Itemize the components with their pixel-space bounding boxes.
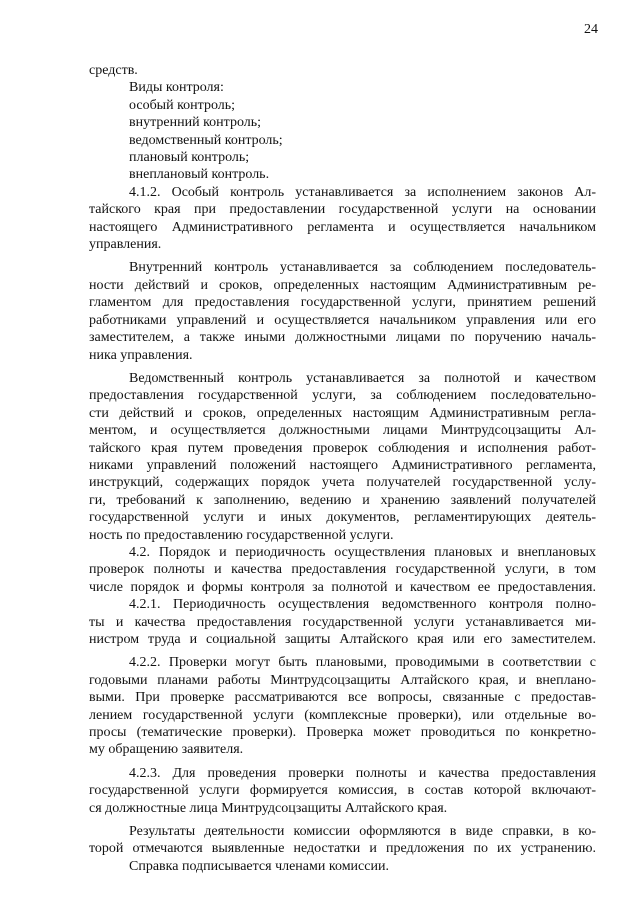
text-line: Ведомственный контроль устанавливается за полнотой и качеством <box>129 370 596 386</box>
text-line: плановый контроль; <box>129 150 250 166</box>
text-line: Справка подписывается членами комиссии. <box>129 858 389 874</box>
text-line: государственной услуги формируется комиссия, в состав которой включают- <box>89 783 596 799</box>
text-line: числе порядок и формы контроля за полнотой и качеством ее предоставления. <box>89 579 596 595</box>
text-line: 4.2.1. Периодичность осуществления ведомственного контроля полно- <box>129 597 596 613</box>
text-line: ся должностные лица Минтрудсоцзащиты Алтайского края. <box>89 800 448 816</box>
text-line: ности действий и сроков, определенных настоящим Административным ре- <box>89 277 596 293</box>
text-line: 4.1.2. Особый контроль устанавливается за исполнением законов Ал- <box>129 184 596 200</box>
document-body <box>89 62 596 875</box>
text-line: государственной услуги и иных документов, регламентирующих деятель- <box>89 510 596 526</box>
text-line: заместителем, а также иными должностными лицами по поручению началь- <box>89 330 596 346</box>
text-line: настоящего Административного регламента и осуществляется начальником <box>89 219 596 235</box>
text-line: управления. <box>89 237 162 253</box>
text-line: торой отмечаются выявленные недостатки и предложения по их устранению. <box>89 841 596 857</box>
text-line: 4.2.2. Проверки могут быть плановыми, проводимыми в соответствии с <box>129 655 596 671</box>
text-line: ментом, и осуществляется должностными лицами Минтрудсоцзащиты Ал- <box>89 423 596 439</box>
text-line: выми. При проверке рассматриваются все вопросы, связанные с предостав- <box>89 690 596 706</box>
text-line: Результаты деятельности комиссии оформляются в виде справки, в ко- <box>129 824 596 840</box>
text-line: му обращению заявителя. <box>89 742 244 758</box>
text-line: внутренний контроль; <box>129 115 262 131</box>
text-line: особый контроль; <box>129 97 236 113</box>
text-line: ги, требований к заполнению, ведению и хранению заявлений получателей <box>89 492 596 508</box>
text-line: тайского края при предоставлении государственной услуги на основании <box>89 202 596 218</box>
text-line: инструкций, содержащих порядок учета получателей государственной услу- <box>89 475 596 491</box>
text-line: средств. <box>89 63 138 78</box>
text-line: предоставления государственной услуги, за соблюдением последовательно- <box>89 388 596 404</box>
text-line: Внутренний контроль устанавливается за соблюдением последователь- <box>129 260 596 276</box>
text-line: нистром труда и социальной защиты Алтайского края или его заместителем. <box>89 632 596 647</box>
text-line: внеплановый контроль. <box>129 167 270 183</box>
text-line: сти действий и сроков, определенных настоящим Административным регла- <box>89 405 596 421</box>
text-line: 4.2. Порядок и периодичность осуществления плановых и внеплановых <box>129 544 596 560</box>
text-line: проверок полноты и качества предоставления государственной услуги, в том <box>89 562 596 578</box>
text-line: ты и качества предоставления государственной услуги устанавливается ми- <box>89 614 596 630</box>
text-line: ность по предоставлению государственной услуги. <box>89 527 394 543</box>
text-line: никами управлений положений настоящего Административного регламента, <box>89 457 596 473</box>
text-line: Виды контроля: <box>129 80 224 96</box>
text-line: ведомственный контроль; <box>129 132 283 148</box>
text-line: годовыми планами работы Минтрудсоцзащиты Алтайского края, и внеплано- <box>89 672 596 688</box>
text-line: лением государственной услуги (комплексные проверки), или отдельные во- <box>89 707 596 723</box>
text-line: 4.2.3. Для проведения проверки полноты и качества предоставления <box>129 765 596 781</box>
text-line: тайского края путем проведения проверок соблюдения и исполнения работ- <box>89 440 596 456</box>
text-line: работниками управлений и осуществляется начальником управления или его <box>89 312 596 328</box>
page-number: 24 <box>584 22 598 37</box>
text-line: гламентом для предоставления государственной услуги, принятием решений <box>89 295 596 311</box>
text-line: ника управления. <box>89 347 193 363</box>
text-line: просы (тематические проверки). Проверка может проводиться по конкретно- <box>89 725 596 741</box>
